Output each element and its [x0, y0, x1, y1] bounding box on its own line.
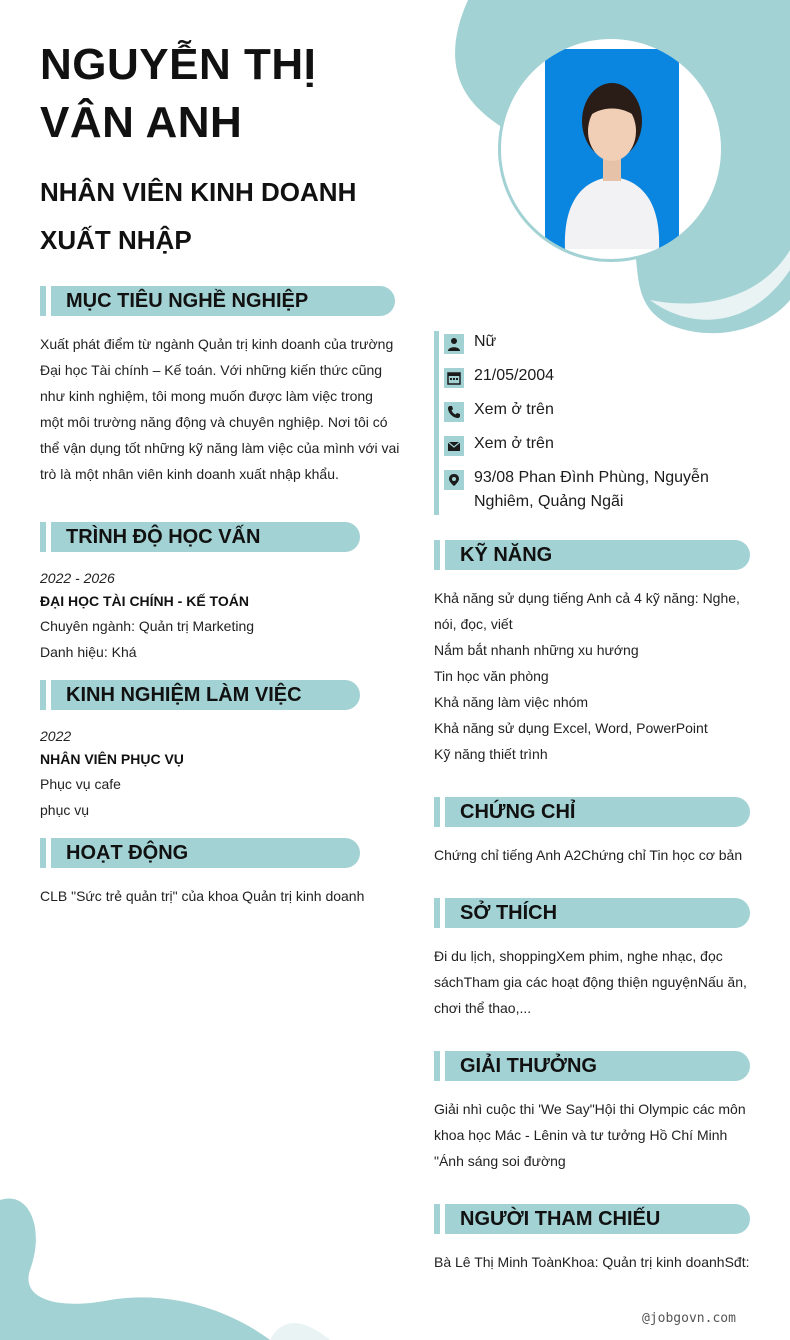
- decorative-blob-bottom-left: [0, 1190, 330, 1340]
- award-line: "Ánh sáng soi đường: [434, 1153, 566, 1169]
- education-date: 2022 - 2026: [40, 570, 115, 586]
- section-header-activities: [40, 838, 360, 868]
- section-header-references: [434, 1204, 750, 1234]
- info-email: Xem ở trên: [474, 435, 554, 452]
- section-title: HOẠT ĐỘNG: [51, 838, 360, 868]
- experience-line: phục vụ: [40, 802, 90, 818]
- person-icon: [444, 334, 464, 354]
- education-major: Chuyên ngành: Quản trị Marketing: [40, 618, 255, 634]
- email-icon: [444, 436, 464, 456]
- section-header-certificates: [434, 797, 750, 827]
- job-title-line: NHÂN VIÊN KINH DOANH: [40, 177, 357, 207]
- location-pin-icon: [444, 470, 464, 490]
- section-accent-bar: [40, 838, 46, 868]
- reference-line: Bà Lê Thị Minh ToànKhoa: Quản trị kinh doanhSđt:: [434, 1254, 750, 1270]
- info-accent-bar: [434, 331, 439, 515]
- award-line: Giải nhì cuộc thi 'We Say"Hội thi Olympic các môn: [434, 1101, 746, 1117]
- section-accent-bar: [434, 1051, 440, 1081]
- phone-icon: [444, 402, 464, 422]
- calendar-icon: [444, 368, 464, 388]
- section-title: NGƯỜI THAM CHIẾU: [445, 1204, 750, 1234]
- portrait-image: [545, 49, 679, 249]
- skill-line: Khả năng sử dụng tiếng Anh cả 4 kỹ năng: Nghe,: [434, 590, 740, 606]
- certificate-line: Chứng chỉ tiếng Anh A2Chứng chỉ Tin học cơ bản: [434, 847, 743, 863]
- objective-line: Xuất phát điểm từ ngành Quản trị kinh doanh của trường: [40, 336, 394, 352]
- section-header-hobbies: [434, 898, 750, 928]
- section-title: KINH NGHIỆM LÀM VIỆC: [51, 680, 360, 710]
- info-phone: Xem ở trên: [474, 401, 554, 418]
- section-accent-bar: [40, 680, 46, 710]
- education-rank: Danh hiệu: Khá: [40, 644, 137, 660]
- objective-line: thể vận dụng tốt những kỹ năng làm việc của mình với vai: [40, 440, 400, 456]
- candidate-name: [40, 36, 460, 152]
- section-title: SỞ THÍCH: [445, 898, 750, 928]
- skill-line: nói, đọc, viết: [434, 616, 513, 632]
- objective-text: [40, 331, 399, 487]
- experience-line: Phục vụ cafe: [40, 776, 121, 792]
- objective-line: Đại học Tài chính – Kế toán. Với những kiến thức cũng: [40, 362, 383, 378]
- section-accent-bar: [40, 522, 46, 552]
- info-birthday: 21/05/2004: [474, 367, 555, 384]
- info-address: [474, 466, 709, 514]
- award-line: khoa học Mác - Lênin và tư tưởng Hồ Chí Minh: [434, 1127, 728, 1143]
- section-title: TRÌNH ĐỘ HỌC VẤN: [51, 522, 360, 552]
- info-gender: Nữ: [474, 333, 497, 350]
- section-header-objective: [40, 286, 395, 316]
- skill-line: Kỹ năng thiết trình: [434, 746, 548, 762]
- objective-line: một môi trường năng động và chuyên nghiệp. Nơi tôi có: [40, 414, 388, 430]
- address-line: 93/08 Phan Đình Phùng, Nguyễn: [474, 469, 709, 486]
- watermark-credit: @jobgovn.com: [642, 1311, 736, 1326]
- skill-line: Khả năng sử dụng Excel, Word, PowerPoint: [434, 720, 708, 736]
- section-accent-bar: [40, 286, 46, 316]
- section-title: CHỨNG CHỈ: [445, 797, 750, 827]
- section-accent-bar: [434, 797, 440, 827]
- job-title-line: XUẤT NHẬP: [40, 225, 192, 255]
- skill-line: Nắm bắt nhanh những xu hướng: [434, 642, 639, 658]
- skill-line: Tin học văn phòng: [434, 668, 549, 684]
- section-accent-bar: [434, 540, 440, 570]
- hobby-line: Đi du lịch, shoppingXem phim, nghe nhạc, đọc: [434, 948, 723, 964]
- section-header-experience: [40, 680, 360, 710]
- experience-date: 2022: [40, 728, 72, 744]
- experience-position: NHÂN VIÊN PHỤC VỤ: [40, 751, 184, 767]
- section-title: MỤC TIÊU NGHỀ NGHIỆP: [51, 286, 395, 316]
- objective-line: trò là một nhân viên kinh doanh xuất nhập khẩu.: [40, 466, 339, 482]
- name-line: VÂN ANH: [40, 98, 243, 147]
- hobby-line: sáchTham gia các hoạt động thiện nguyệnNấu ăn,: [434, 974, 747, 990]
- profile-photo: [498, 36, 724, 262]
- section-accent-bar: [434, 898, 440, 928]
- job-title: [40, 168, 440, 264]
- section-accent-bar: [434, 1204, 440, 1234]
- section-title: KỸ NĂNG: [445, 540, 750, 570]
- address-line: Nghiêm, Quảng Ngãi: [474, 493, 624, 510]
- section-title: GIẢI THƯỞNG: [445, 1051, 750, 1081]
- name-line: NGUYỄN THỊ: [40, 40, 317, 89]
- activities-line: CLB "Sức trẻ quản trị" của khoa Quản trị kinh doanh: [40, 888, 365, 904]
- section-header-education: [40, 522, 360, 552]
- skill-line: Khả năng làm việc nhóm: [434, 694, 589, 710]
- section-header-skills: [434, 540, 750, 570]
- objective-line: như kinh nghiệm, tôi mong muốn được làm việc trong: [40, 388, 373, 404]
- education-school: ĐẠI HỌC TÀI CHÍNH - KẾ TOÁN: [40, 593, 249, 609]
- hobby-line: chơi thể thao,...: [434, 1000, 532, 1016]
- section-header-awards: [434, 1051, 750, 1081]
